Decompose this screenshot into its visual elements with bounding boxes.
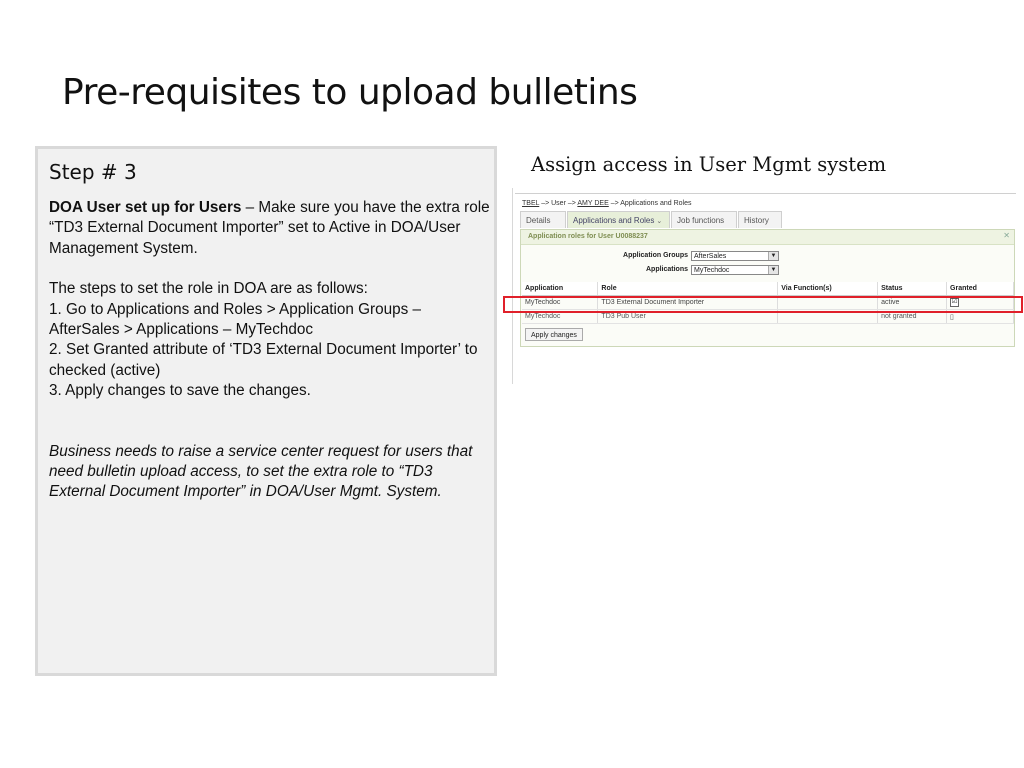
- screenshot-border: [512, 188, 513, 384]
- panel-header: [521, 230, 1014, 245]
- breadcrumb-current: –> Applications and Roles: [608, 200, 692, 207]
- business-note: Business needs to raise a service center request for users that need bulletin upload access, to set the extra role to “TD3 External Document Importer” in DOA/User Mgmt. System.: [49, 442, 473, 501]
- breadcrumb: [522, 200, 691, 207]
- highlight-box: [503, 296, 1023, 313]
- screenshot-divider: [515, 193, 1016, 194]
- panel-title: Application roles for User U0088237: [528, 233, 648, 240]
- tab-applications-and-roles[interactable]: Applications and Roles ⌄: [567, 211, 670, 228]
- step-intro-rest: – Make sure you have the extra role “TD3 External Document Importer” set to Active in DOA/User Management System.: [49, 199, 490, 257]
- column-header: Granted: [947, 282, 1014, 296]
- column-header: Status: [878, 282, 947, 296]
- column-header: Role: [598, 282, 778, 296]
- step-intro-bold: DOA User set up for Users: [49, 199, 242, 216]
- cell-role: TD3 External Document Importer: [598, 296, 778, 310]
- dropdown-arrow-icon: ▼: [768, 252, 778, 260]
- step-item-1: 1. Go to Applications and Roles > Application Groups – AfterSales > Applications – MyTechdoc: [49, 300, 422, 339]
- breadcrumb-link-user[interactable]: AMY DEE: [577, 200, 609, 207]
- tab-history[interactable]: History: [738, 211, 782, 228]
- dropdown-arrow-icon: ▼: [768, 266, 778, 274]
- cell-status: active: [878, 296, 947, 310]
- slide-title: Pre-requisites to upload bulletins: [62, 72, 638, 113]
- close-icon[interactable]: ✕: [1003, 231, 1010, 240]
- tab-job-functions[interactable]: Job functions: [671, 211, 737, 228]
- cell-status: not granted: [878, 310, 947, 324]
- application-groups-label: Application Groups: [623, 252, 688, 259]
- granted-checkbox[interactable]: ▯: [950, 313, 954, 321]
- application-groups-select[interactable]: AfterSales ▼: [691, 251, 779, 261]
- breadcrumb-link-tbel[interactable]: TBEL: [522, 200, 540, 207]
- chevron-down-icon: ⌄: [656, 218, 663, 225]
- granted-checkbox[interactable]: ☑: [951, 298, 958, 305]
- cell-role: TD3 Pub User: [598, 310, 778, 324]
- assign-heading: Assign access in User Mgmt system: [531, 153, 887, 176]
- step-body: [49, 198, 491, 503]
- cell-application: MyTechdoc: [522, 310, 598, 324]
- table-header-row: [522, 282, 1014, 296]
- step-intro: [49, 198, 491, 259]
- column-header: Application: [522, 282, 598, 296]
- applications-label: Applications: [645, 266, 688, 273]
- apply-changes-button[interactable]: Apply changes: [525, 328, 583, 341]
- column-header: Via Function(s): [778, 282, 878, 296]
- cell-application: MyTechdoc: [522, 296, 598, 310]
- applications-select[interactable]: MyTechdoc ▼: [691, 265, 779, 275]
- step-heading: Step # 3: [49, 160, 137, 184]
- step-item-3: 3. Apply changes to save the changes.: [49, 382, 311, 400]
- breadcrumb-sep: –> User –>: [539, 200, 578, 207]
- step-panel: [35, 146, 497, 676]
- tab-details[interactable]: Details: [520, 211, 566, 228]
- steps-intro: The steps to set the role in DOA are as follows:: [49, 280, 368, 298]
- step-item-2: 2. Set Granted attribute of ‘TD3 External Document Importer’ to checked (active): [49, 341, 478, 379]
